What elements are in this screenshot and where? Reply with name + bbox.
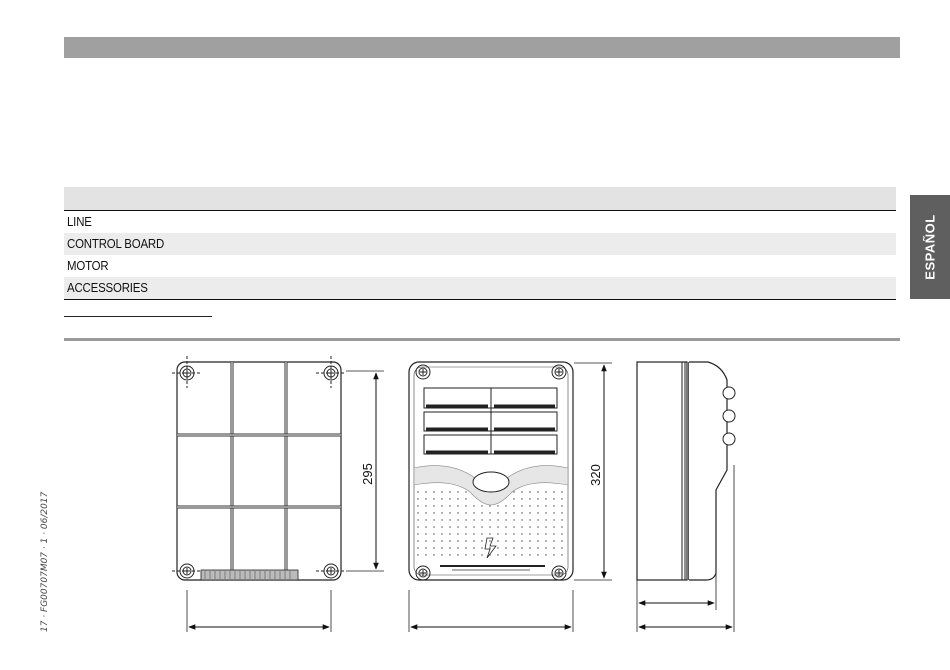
row-label-motor: MOTOR <box>67 258 109 273</box>
row-label-accessories: ACCESSORIES <box>67 280 148 295</box>
box-front-view <box>409 362 612 632</box>
document-code: 17 · FG00707M07 · 1 · 06/2017 <box>40 491 50 632</box>
dimension-label-320: 320 <box>588 464 603 486</box>
row-label-control-board: CONTROL BOARD <box>67 236 165 251</box>
box-back-view <box>172 356 384 632</box>
dimension-label-295: 295 <box>360 463 375 485</box>
box-side-view <box>637 362 735 632</box>
language-tab-label: ESPAÑOL <box>922 214 938 280</box>
row-label-line: LINE <box>67 214 92 229</box>
